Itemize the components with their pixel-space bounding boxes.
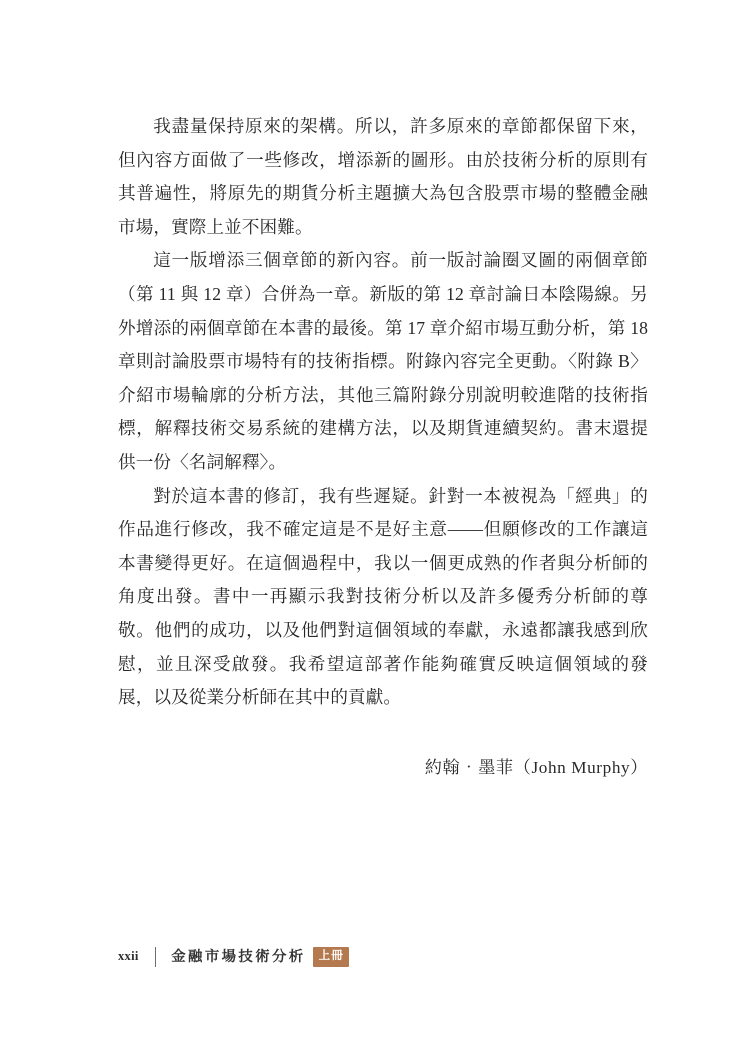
author-signature-block [118, 754, 654, 782]
paragraph-3: 對於這本書的修訂，我有些遲疑。針對一本被視為「經典」的作品進行修改，我不確定這是不是好主意——但願修改的工作讓這本書變得更好。在這個過程中，我以一個更成熟的作者與分析師的角度出發。書中一再顯示我對技術分析以及許多優秀分析師的尊敬。他們的成功，以及他們對這個領域的奉獻，永遠都讓我感到欣慰，並且深受啟發。我希望這部著作能夠確實反映這個領域的發展，以及從業分析師在其中的貢獻。 [118, 485, 648, 708]
volume-badge: 上冊 [313, 947, 349, 968]
page-number: xxii [118, 949, 139, 964]
paragraph-2: 這一版增添三個章節的新內容。前一版討論圈叉圖的兩個章節（第 11 與 12 章）合併為一章。新版的第 12 章討論日本陰陽線。另外增添的兩個章節在本書的最後。第 17 章介紹市場互動分析，第 18 章則討論股票市場特有的技術指標。附錄內容完全更動。〈附錄 B〉介紹市場輪廓的分析方法，其他三篇附錄分別說明較進階的技術指標，解釋技術交易系統的建構方法，以及期貨連續契約。書末還提供一份〈名詞解釋〉。 [118, 250, 648, 472]
footer-divider [155, 947, 157, 967]
footer-book-title: 金融市場技術分析 [171, 948, 306, 965]
page-footer [118, 944, 349, 970]
page-body [118, 110, 648, 715]
author-signature: 約翰‧墨菲（John Murphy） [424, 758, 648, 777]
paragraph-1: 我盡量保持原來的架構。所以，許多原來的章節都保留下來，但內容方面做了一些修改，增添新的圖形。由於技術分析的原則有其普遍性，將原先的期貨分析主題擴大為包含股票市場的整體金融市場，實際上並不困難。 [118, 116, 648, 237]
